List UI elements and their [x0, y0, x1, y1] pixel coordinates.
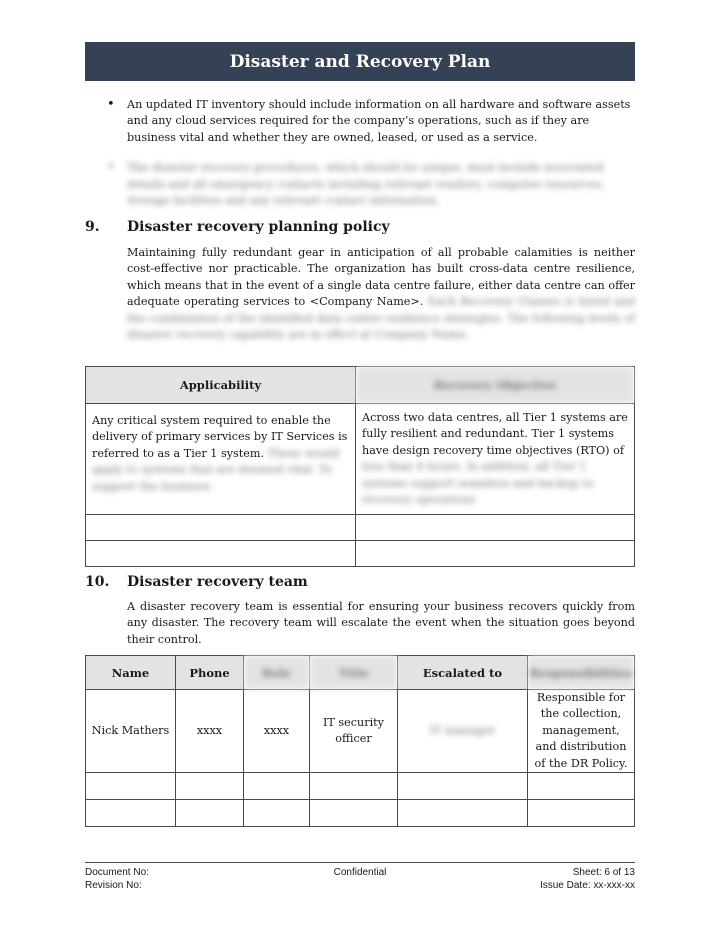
cell-role: xxxx: [244, 690, 310, 773]
page-title: Disaster and Recovery Plan: [85, 42, 635, 81]
cell-escalated-blurred: IT manager: [398, 690, 528, 773]
sheet-number: Sheet: 6 of 13: [572, 867, 635, 878]
section-10-heading: [85, 574, 308, 590]
list-item-blurred: • The disaster recovery procedures, which should be unique, must include associated details and all emergency contacts including relevant vendors, computer resources, storage facilities and any relevant contact information.: [127, 160, 637, 209]
table-cell: [86, 515, 356, 541]
table-header-escalated: Escalated to: [398, 656, 528, 690]
table-header-name: Name: [86, 656, 176, 690]
cell-name: Nick Mathers: [86, 690, 176, 773]
table-cell: [86, 404, 356, 515]
paragraph-blurred-text: Each Recovery Classes is listed and the combination of the identified data centre resilience strategies. The following levels of disaster recovery capability are in effect at Company Name.: [127, 295, 635, 342]
recovery-classes-table: [85, 366, 635, 567]
table-cell: [356, 541, 635, 567]
dr-team-table: [85, 655, 635, 827]
list-item: • An updated IT inventory should include information on all hardware and software assets and any cloud services required for the company’s operations, such as if they are business vital and whether they are owned, leased, or used as a service.: [127, 97, 637, 146]
paragraph-text: Maintaining fully redundant gear in anticipation of all probable calamities is neither cost-effective nor practicable. The organization has built cross-data centre resilience, which means that in the event of a single data centre failure, either data centre can offer adequate operating services to <Company Name>.: [127, 246, 635, 309]
section-title: Disaster recovery planning policy: [127, 219, 390, 235]
table-cell: [356, 404, 635, 515]
table-row: [86, 773, 635, 800]
cell-blurred-text: These would apply to systems that are deemed vital. To support the business: [92, 446, 340, 493]
cell-blurred-text: less than 4 hours. In addition, all Tier 1 systems support seamless and backup to recovery operations: [362, 460, 594, 507]
table-row: [86, 404, 635, 515]
table-header-blurred: Responsibilities: [528, 656, 635, 690]
section-title: Disaster recovery team: [127, 574, 308, 590]
section-10-paragraph: A disaster recovery team is essential for ensuring your business recovers quickly from any disaster. The recovery team will escalate the event when the situation goes beyond their control.: [127, 600, 635, 646]
table-header-phone: Phone: [176, 656, 244, 690]
footer-divider: [85, 862, 635, 863]
table-row: [86, 541, 635, 567]
table-row: [86, 800, 635, 827]
document-number-label: Document No:: [85, 867, 149, 878]
table-row: [86, 515, 635, 541]
table-header-applicability: Applicability: [86, 367, 356, 404]
table-header-blurred: Recovery Objective: [356, 367, 635, 404]
issue-date: Issue Date: xx-xxx-xx: [539, 880, 635, 891]
section-9-paragraph: [127, 245, 635, 343]
footer-confidential: Confidential: [333, 867, 387, 878]
cell-title: IT security officer: [310, 690, 398, 773]
footer-right: [540, 866, 635, 892]
table-row: [86, 690, 635, 773]
table-cell: [356, 515, 635, 541]
revision-number-label: Revision No:: [85, 880, 142, 891]
cell-phone: xxxx: [176, 690, 244, 773]
section-9-heading: [85, 219, 390, 235]
section-number: 9.: [85, 219, 100, 235]
cell-responsibilities: Responsible for the collection, management, and distribution of the DR Policy.: [528, 690, 635, 773]
bullet-list: [127, 97, 637, 223]
table-header-blurred: Role: [244, 656, 310, 690]
table-cell: [86, 541, 356, 567]
table-header-blurred: Title: [310, 656, 398, 690]
section-number: 10.: [85, 574, 110, 590]
cell-text: Any critical system required to enable the delivery of primary services by IT Services is referred to as a Tier 1 system.: [92, 414, 348, 460]
cell-text: Across two data centres, all Tier 1 systems are fully resilient and redundant. Tier 1 systems have design recovery time objectives (RTO) of: [362, 411, 628, 457]
